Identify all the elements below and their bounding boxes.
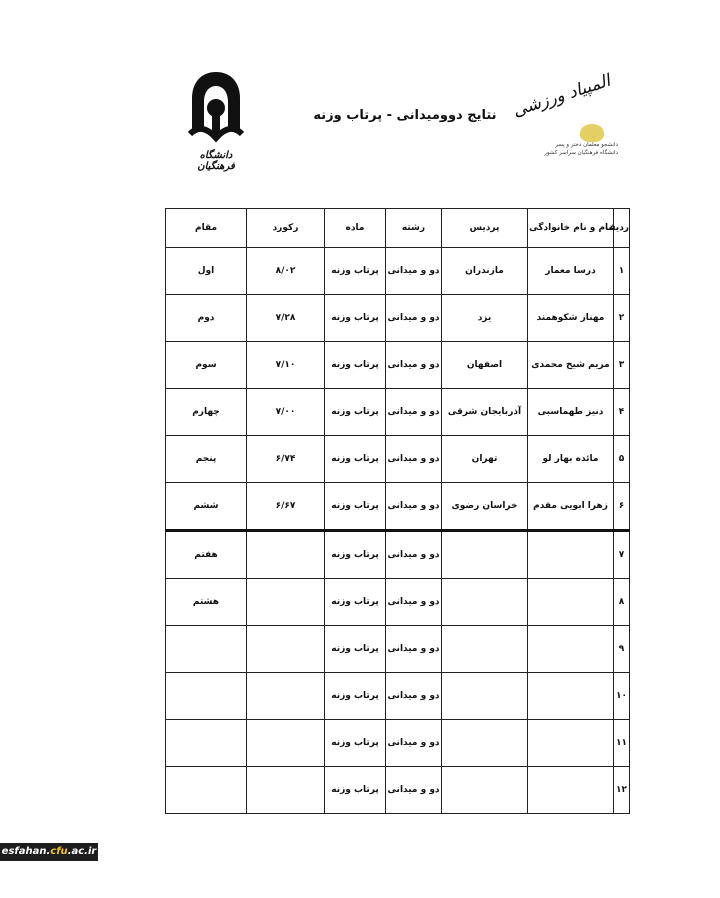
cell-field: دو و میدانی	[386, 295, 442, 342]
cell-field: دو و میدانی	[386, 767, 442, 814]
cell-row-number: ۵	[614, 436, 630, 483]
table-row	[166, 531, 630, 579]
cell-event: پرتاب وزنه	[325, 531, 386, 579]
header-field: رشته	[386, 209, 442, 248]
cell-name	[528, 531, 614, 579]
cell-row-number: ۱۲	[614, 767, 630, 814]
cell-rank: پنجم	[166, 436, 247, 483]
cell-record	[247, 579, 325, 626]
cell-field: دو و میدانی	[386, 579, 442, 626]
cell-record: ۷/۱۰	[247, 342, 325, 389]
header-rank: مقام	[166, 209, 247, 248]
table-row	[166, 720, 630, 767]
cell-campus	[442, 767, 528, 814]
olympiad-logo	[510, 70, 618, 164]
cell-record	[247, 767, 325, 814]
site-accent: cfu	[50, 846, 68, 857]
cell-event: پرتاب وزنه	[325, 673, 386, 720]
cell-campus	[442, 531, 528, 579]
cell-record	[247, 531, 325, 579]
cell-field: دو و میدانی	[386, 673, 442, 720]
cell-campus: یزد	[442, 295, 528, 342]
cell-rank: هفتم	[166, 531, 247, 579]
cell-record	[247, 720, 325, 767]
cell-campus	[442, 579, 528, 626]
cell-campus	[442, 720, 528, 767]
university-emblem-icon	[180, 68, 252, 150]
site-suffix: .ac.ir	[67, 846, 97, 857]
cell-field: دو و میدانی	[386, 720, 442, 767]
cell-event: پرتاب وزنه	[325, 389, 386, 436]
cell-event: پرتاب وزنه	[325, 767, 386, 814]
cell-campus: آذربایجان شرقی	[442, 389, 528, 436]
cell-name: مهناز شکوهمند	[528, 295, 614, 342]
cell-rank: سوم	[166, 342, 247, 389]
cell-row-number: ۶	[614, 483, 630, 531]
cell-event: پرتاب وزنه	[325, 248, 386, 295]
table-row	[166, 767, 630, 814]
cell-rank	[166, 626, 247, 673]
site-watermark-badge	[0, 843, 98, 861]
cell-event: پرتاب وزنه	[325, 483, 386, 531]
cell-name: مریم شیخ محمدی	[528, 342, 614, 389]
cell-event: پرتاب وزنه	[325, 720, 386, 767]
table-row	[166, 673, 630, 720]
cell-rank: اول	[166, 248, 247, 295]
table-row	[166, 483, 630, 531]
cell-record: ۷/۰۰	[247, 389, 325, 436]
cell-name: مائده بهار لو	[528, 436, 614, 483]
cell-campus	[442, 673, 528, 720]
olympiad-subtitle-1: دانشجو معلمان دختر و پسر	[555, 142, 618, 148]
cell-row-number: ۱	[614, 248, 630, 295]
cell-record: ۶/۶۷	[247, 483, 325, 531]
header-row-number: ردیف	[614, 209, 630, 248]
cell-field: دو و میدانی	[386, 389, 442, 436]
cell-field: دو و میدانی	[386, 342, 442, 389]
cell-name	[528, 673, 614, 720]
cell-field: دو و میدانی	[386, 483, 442, 531]
cell-campus: خراسان رضوی	[442, 483, 528, 531]
header-record: رکورد	[247, 209, 325, 248]
cell-field: دو و میدانی	[386, 248, 442, 295]
cell-record: ۶/۷۴	[247, 436, 325, 483]
cell-row-number: ۱۰	[614, 673, 630, 720]
cell-campus	[442, 626, 528, 673]
cell-rank	[166, 673, 247, 720]
cell-name: دنیز طهماسبی	[528, 389, 614, 436]
table-row	[166, 626, 630, 673]
header-full-name: نام و نام خانوادگی	[528, 209, 614, 248]
cell-field: دو و میدانی	[386, 531, 442, 579]
olympiad-emblem-icon	[580, 124, 604, 142]
cell-name	[528, 720, 614, 767]
table-row	[166, 295, 630, 342]
results-table	[165, 208, 630, 814]
cell-row-number: ۸	[614, 579, 630, 626]
table-row	[166, 436, 630, 483]
table-header-row	[166, 209, 630, 248]
cell-event: پرتاب وزنه	[325, 436, 386, 483]
cell-row-number: ۱۱	[614, 720, 630, 767]
cell-event: پرتاب وزنه	[325, 295, 386, 342]
olympiad-subtitle-2: دانشگاه فرهنگیان سراسر کشور	[544, 150, 618, 156]
cell-row-number: ۷	[614, 531, 630, 579]
cell-rank: چهارم	[166, 389, 247, 436]
cell-event: پرتاب وزنه	[325, 626, 386, 673]
page-title: نتایج دوومیدانی - پرتاب وزنه	[313, 108, 497, 123]
cell-campus: اصفهان	[442, 342, 528, 389]
cell-row-number: ۹	[614, 626, 630, 673]
table-row	[166, 342, 630, 389]
cell-name	[528, 767, 614, 814]
cell-rank: ششم	[166, 483, 247, 531]
olympiad-logo-script: المپیاد ورزشی	[510, 70, 613, 122]
cell-row-number: ۴	[614, 389, 630, 436]
cell-rank	[166, 720, 247, 767]
cell-record: ۷/۲۸	[247, 295, 325, 342]
cell-campus: مازندران	[442, 248, 528, 295]
table-row	[166, 389, 630, 436]
site-prefix: esfahan.	[1, 846, 51, 857]
cell-name: زهرا ابویی مقدم	[528, 483, 614, 531]
cell-event: پرتاب وزنه	[325, 579, 386, 626]
cell-record	[247, 673, 325, 720]
header-campus: پردیس	[442, 209, 528, 248]
university-logo-caption: دانشگاه فرهنگیان	[197, 150, 235, 172]
cell-field: دو و میدانی	[386, 436, 442, 483]
cell-rank: دوم	[166, 295, 247, 342]
cell-record	[247, 626, 325, 673]
cell-record: ۸/۰۲	[247, 248, 325, 295]
cell-name	[528, 579, 614, 626]
cell-rank	[166, 767, 247, 814]
cell-row-number: ۲	[614, 295, 630, 342]
cell-name	[528, 626, 614, 673]
table-row	[166, 579, 630, 626]
cell-name: درسا معمار	[528, 248, 614, 295]
cell-campus: تهران	[442, 436, 528, 483]
table-row	[166, 248, 630, 295]
cell-event: پرتاب وزنه	[325, 342, 386, 389]
header-event: ماده	[325, 209, 386, 248]
cell-field: دو و میدانی	[386, 626, 442, 673]
cell-rank: هشتم	[166, 579, 247, 626]
university-logo	[180, 68, 252, 172]
cell-row-number: ۳	[614, 342, 630, 389]
